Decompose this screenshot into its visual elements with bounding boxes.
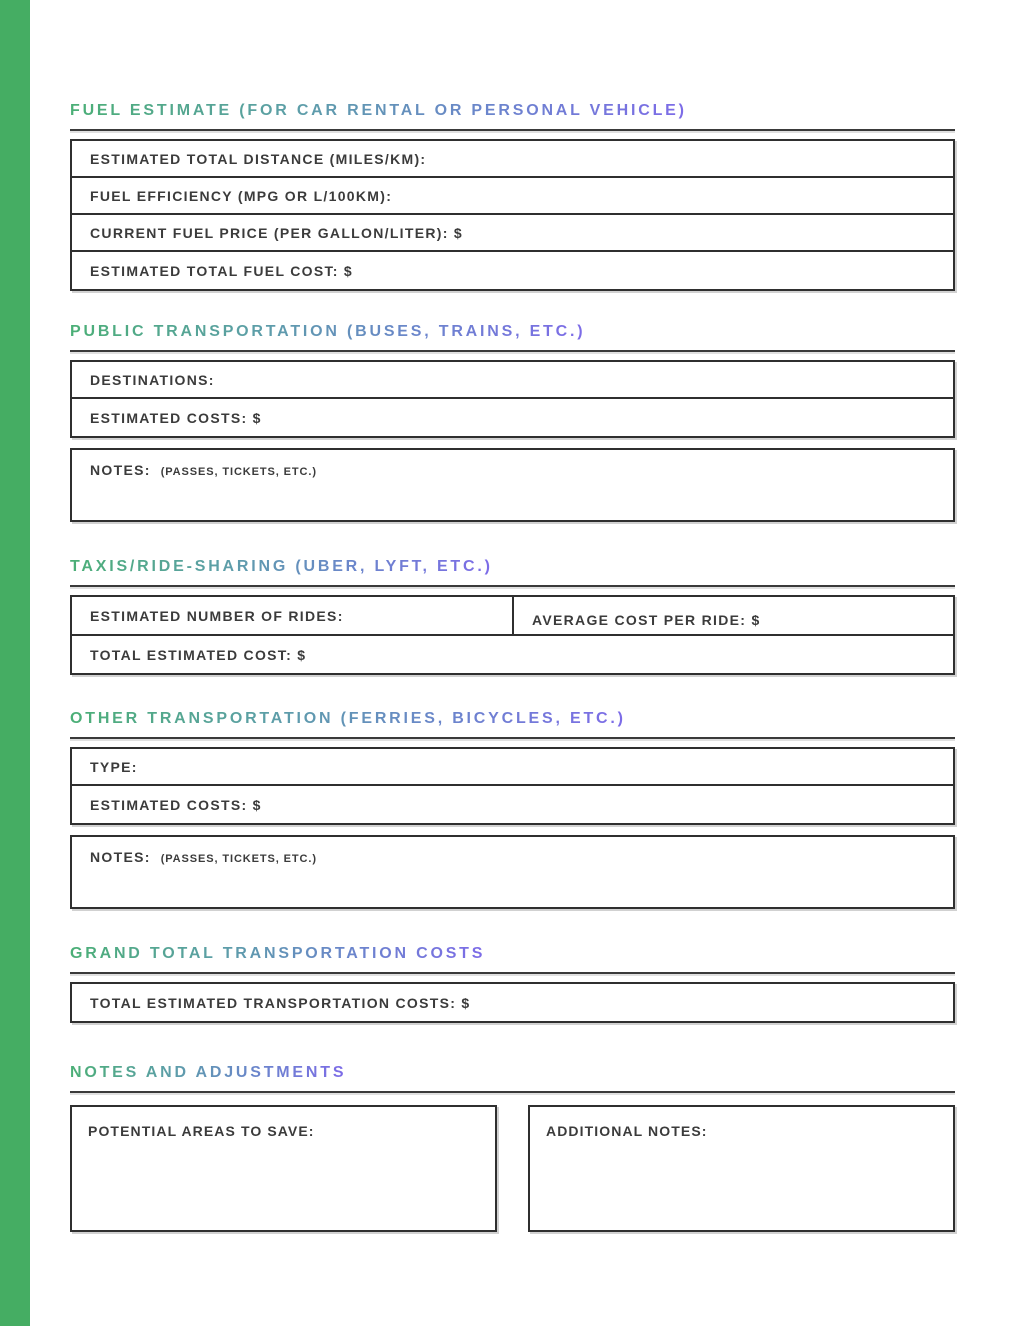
left-accent-bar (0, 0, 30, 1326)
split-row (72, 597, 953, 636)
field-label: TOTAL ESTIMATED TRANSPORTATION COSTS: $ (90, 994, 471, 1011)
field-estimated-total-distance[interactable] (72, 141, 953, 178)
section-other-transportation (70, 708, 955, 909)
field-average-cost-per-ride[interactable] (514, 597, 953, 634)
field-label: ESTIMATED COSTS: $ (90, 409, 262, 426)
field-total-estimated-cost[interactable] (72, 636, 953, 673)
field-estimated-costs[interactable] (72, 786, 953, 823)
section-fuel-estimate (70, 100, 955, 291)
section-heading: FUEL ESTIMATE (FOR CAR RENTAL OR PERSONAL VEHICLE) (70, 102, 687, 119)
field-fuel-efficiency[interactable] (72, 178, 953, 215)
field-estimated-number-of-rides[interactable] (72, 597, 514, 634)
notes-box[interactable] (70, 835, 955, 909)
field-label: AVERAGE COST PER RIDE: $ (532, 612, 761, 628)
field-estimated-total-fuel-cost[interactable] (72, 252, 953, 289)
section-heading: OTHER TRANSPORTATION (FERRIES, BICYCLES, ETC.) (70, 710, 626, 727)
fuel-estimate-table (70, 139, 955, 291)
box-label: POTENTIAL AREAS TO SAVE: (88, 1123, 315, 1139)
additional-notes-box[interactable] (528, 1105, 955, 1232)
public-transportation-table (70, 360, 955, 438)
field-label: ESTIMATED NUMBER OF RIDES: (90, 607, 344, 624)
heading-underline (70, 1091, 955, 1093)
field-label: TYPE: (90, 758, 138, 775)
field-destinations[interactable] (72, 362, 953, 399)
field-type[interactable] (72, 749, 953, 786)
other-transportation-table (70, 747, 955, 825)
section-heading: GRAND TOTAL TRANSPORTATION COSTS (70, 945, 486, 962)
section-taxis-ride-sharing (70, 556, 955, 675)
notes-label: NOTES: (90, 849, 151, 865)
section-notes-and-adjustments (70, 1062, 955, 1232)
heading-underline (70, 972, 955, 974)
grand-total-table (70, 982, 955, 1023)
field-label: FUEL EFFICIENCY (MPG OR L/100KM): (90, 187, 393, 204)
potential-areas-to-save-box[interactable] (70, 1105, 497, 1232)
section-heading: TAXIS/RIDE-SHARING (UBER, LYFT, ETC.) (70, 558, 493, 575)
taxis-table (70, 595, 955, 675)
field-total-estimated-transportation-costs[interactable] (72, 984, 953, 1021)
notes-hint: (PASSES, TICKETS, ETC.) (160, 466, 317, 478)
section-heading: NOTES AND ADJUSTMENTS (70, 1064, 347, 1081)
content-column (70, 0, 955, 1232)
notes-label: NOTES: (90, 462, 151, 478)
field-estimated-costs[interactable] (72, 399, 953, 436)
field-current-fuel-price[interactable] (72, 215, 953, 252)
field-label: DESTINATIONS: (90, 371, 215, 388)
heading-underline (70, 350, 955, 352)
field-label: ESTIMATED TOTAL FUEL COST: $ (90, 262, 354, 279)
field-label: CURRENT FUEL PRICE (PER GALLON/LITER): $ (90, 224, 463, 241)
field-label: ESTIMATED TOTAL DISTANCE (MILES/KM): (90, 150, 427, 167)
notes-box[interactable] (70, 448, 955, 522)
field-label: TOTAL ESTIMATED COST: $ (90, 646, 307, 663)
box-label: ADDITIONAL NOTES: (546, 1123, 708, 1139)
heading-underline (70, 737, 955, 739)
heading-underline (70, 585, 955, 587)
section-grand-total (70, 943, 955, 1023)
notes-hint: (PASSES, TICKETS, ETC.) (160, 853, 317, 865)
section-public-transportation (70, 321, 955, 522)
notes-adjustments-boxes (70, 1105, 955, 1232)
field-label: ESTIMATED COSTS: $ (90, 796, 262, 813)
heading-underline (70, 129, 955, 131)
section-heading: PUBLIC TRANSPORTATION (BUSES, TRAINS, ETC.) (70, 323, 586, 340)
